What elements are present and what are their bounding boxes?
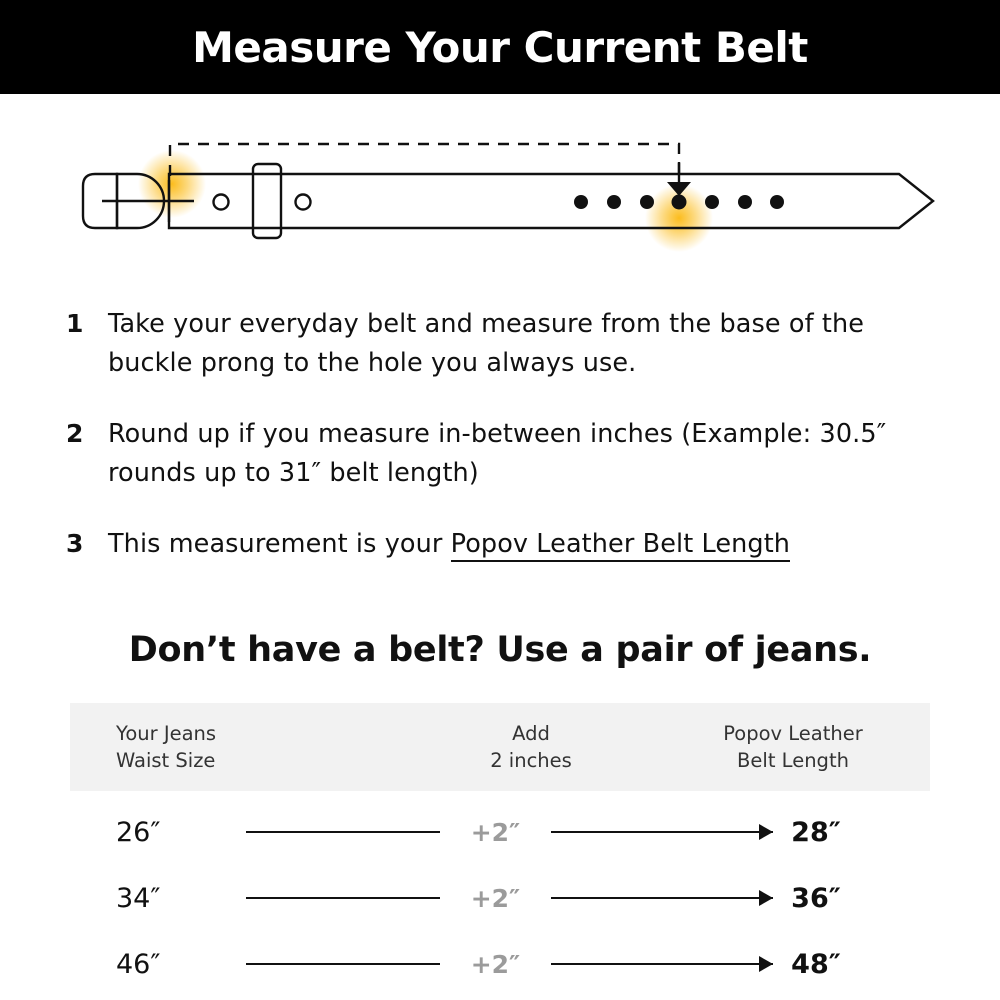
table-header-waist bbox=[70, 720, 406, 774]
instruction-steps bbox=[66, 305, 946, 586]
arrow-icon bbox=[759, 824, 773, 840]
jeans-conversion-table bbox=[70, 703, 930, 989]
row-belt-length: 28″ bbox=[791, 816, 841, 848]
belt-illustration bbox=[0, 96, 1000, 296]
table-header-row bbox=[70, 703, 930, 791]
table-row bbox=[70, 939, 930, 989]
jeans-section-heading: Don’t have a belt? Use a pair of jeans. bbox=[128, 630, 872, 670]
connector-arrow-right bbox=[551, 831, 773, 833]
step-2-text: Round up if you measure in-between inches (Example: 30.5″ rounds up to 31″ belt length) bbox=[108, 419, 887, 488]
connector-line-left bbox=[246, 831, 440, 833]
table-row bbox=[70, 873, 930, 923]
row-add-value: +2″ bbox=[470, 883, 521, 913]
belt-length-link[interactable]: Popov Leather Belt Length bbox=[451, 529, 790, 562]
row-add-value: +2″ bbox=[470, 949, 521, 979]
step-3-text bbox=[108, 525, 790, 564]
glow-start-point bbox=[138, 150, 206, 218]
arrow-icon bbox=[759, 890, 773, 906]
table-header-result-line1: Popov Leather bbox=[723, 722, 863, 745]
table-header-result-line2: Belt Length bbox=[737, 749, 849, 772]
table-header-waist-line2: Waist Size bbox=[116, 749, 216, 772]
step-1-text: Take your everyday belt and measure from the base of the buckle prong to the hole you always use. bbox=[108, 309, 865, 378]
step-1-number: 1 bbox=[66, 309, 84, 338]
row-add-value: +2″ bbox=[470, 817, 521, 847]
row-waist-size: 46″ bbox=[116, 948, 161, 980]
step-3-number: 3 bbox=[66, 529, 84, 558]
table-header-add-line2: 2 inches bbox=[490, 749, 572, 772]
table-header-waist-line1: Your Jeans bbox=[116, 722, 217, 745]
connector-arrow-right bbox=[551, 963, 773, 965]
row-waist-size: 34″ bbox=[116, 882, 161, 914]
connector-line-left bbox=[246, 963, 440, 965]
row-belt-length: 36″ bbox=[791, 882, 841, 914]
connector-arrow-right bbox=[551, 897, 773, 899]
arrow-icon bbox=[759, 956, 773, 972]
table-header-result bbox=[656, 720, 930, 774]
table-row bbox=[70, 807, 930, 857]
page-header bbox=[0, 0, 1000, 94]
step-1 bbox=[66, 305, 946, 383]
step-3 bbox=[66, 525, 946, 564]
connector-line-left bbox=[246, 897, 440, 899]
table-header-add bbox=[406, 720, 656, 774]
step-3-text-prefix: This measurement is your bbox=[108, 529, 451, 559]
step-2 bbox=[66, 415, 946, 493]
table-header-add-line1: Add bbox=[512, 722, 550, 745]
row-waist-size: 26″ bbox=[116, 816, 161, 848]
row-belt-length: 48″ bbox=[791, 948, 841, 980]
step-2-number: 2 bbox=[66, 419, 84, 448]
page-title: Measure Your Current Belt bbox=[192, 22, 808, 72]
